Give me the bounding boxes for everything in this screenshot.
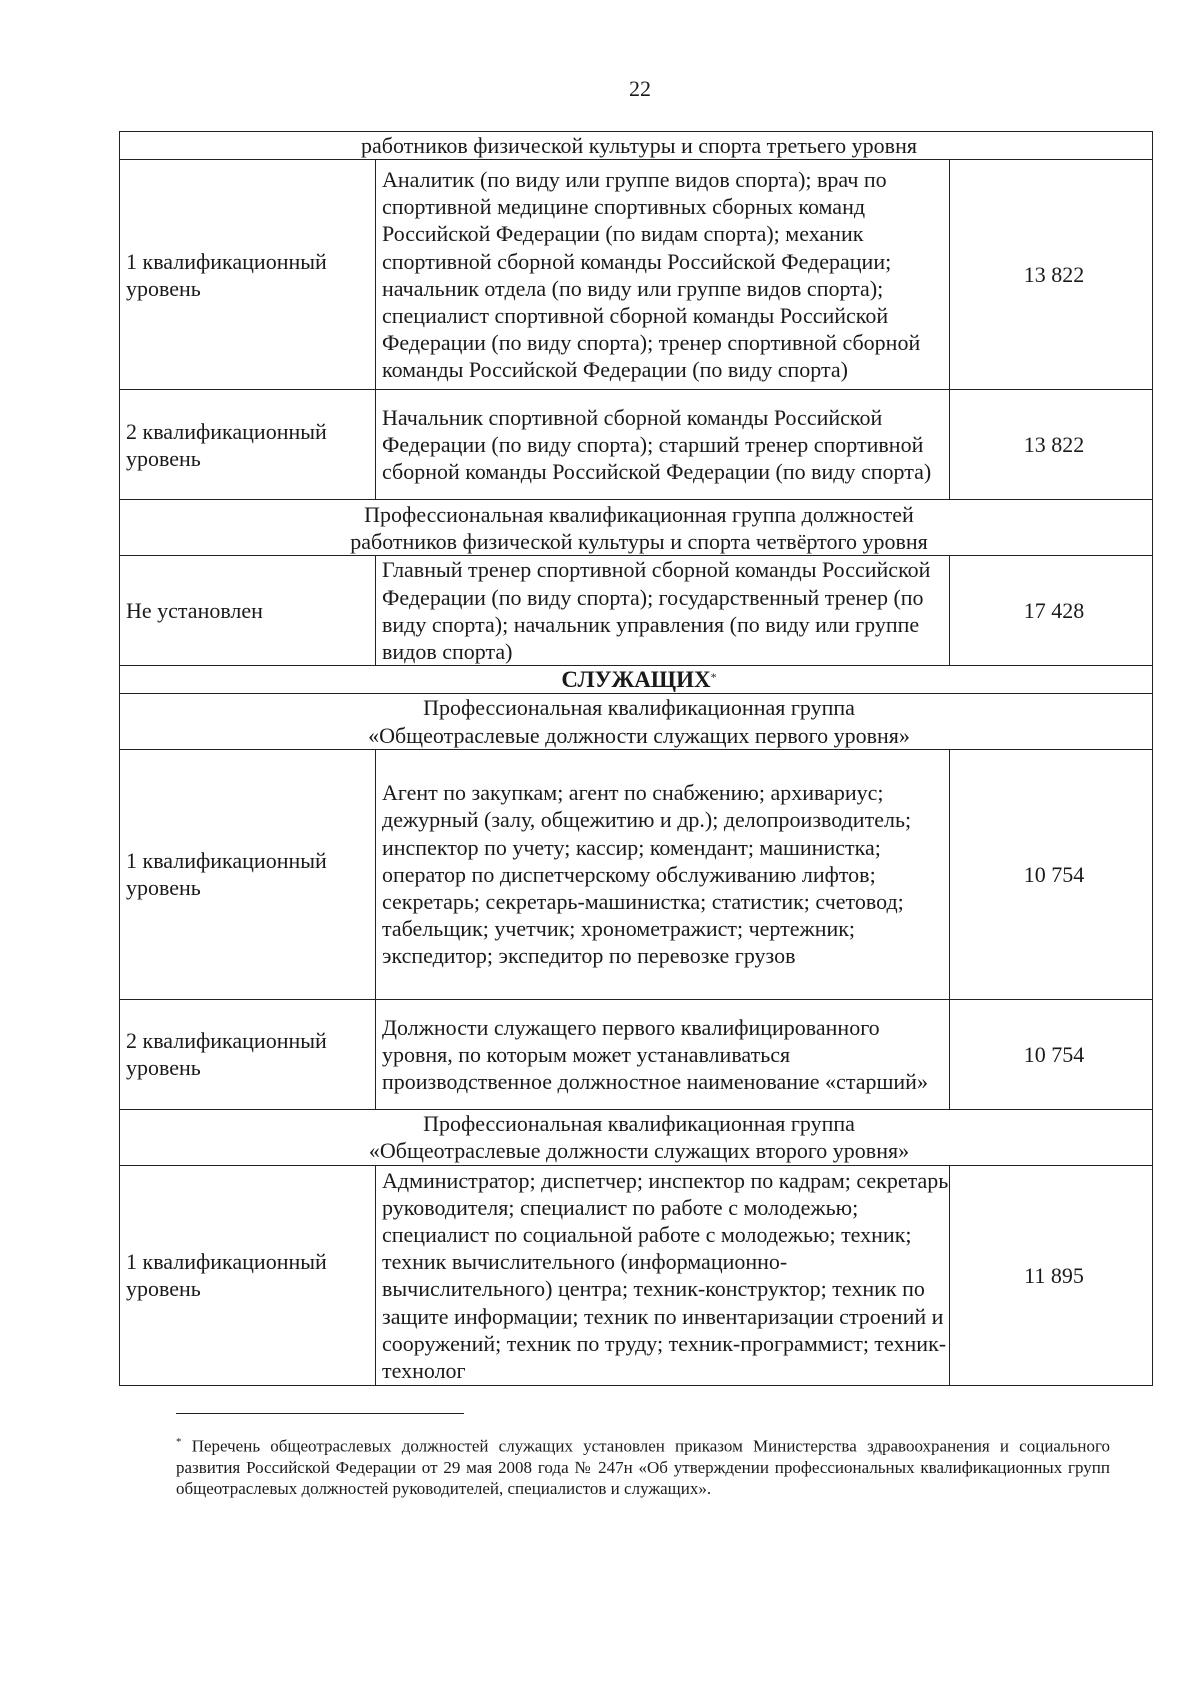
salary-cell: 10 754: [950, 749, 1153, 999]
level-cell: 1 квалификационный уровень: [120, 1165, 376, 1385]
section-header-row: [120, 666, 1153, 694]
level-cell: 2 квалификационный уровень: [120, 390, 376, 500]
table-row: [120, 390, 1153, 500]
positions-cell: Должности служащего первого квалифицированного уровня, по которым может устанавливаться производственное должностное наименование «старший»: [376, 999, 950, 1109]
salary-cell: 17 428: [950, 556, 1153, 666]
table-row: [120, 749, 1153, 999]
office1-title: [120, 694, 1153, 749]
office2-title-line1: Профессиональная квалификационная группа: [423, 1111, 855, 1137]
footnote-divider: [176, 1413, 464, 1414]
positions-cell: Главный тренер спортивной сборной команды Российской Федерации (по виду спорта); государственный тренер (по виду спорта); начальник управления (по виду или группе видов спорта): [376, 556, 950, 666]
footnote-marker: *: [710, 670, 717, 685]
group4-title-line2: работников физической культуры и спорта четвёртого уровня: [350, 528, 928, 554]
office2-title-line2: «Общеотраслевые должности служащих второго уровня»: [368, 1138, 910, 1164]
office1-title-line2: «Общеотраслевые должности служащих первого уровня»: [368, 722, 910, 748]
table-row: [120, 556, 1153, 666]
office2-title: [120, 1109, 1153, 1165]
salary-cell: 11 895: [950, 1165, 1153, 1385]
salary-cell: 13 822: [950, 160, 1153, 390]
table-row: [120, 160, 1153, 390]
positions-cell: Администратор; диспетчер; инспектор по кадрам; секретарь руководителя; специалист по работе с молодежью; специалист по социальной работе с молодежью; техник; техник вычислительного (информационно-вычислительного) центра; техник-конструктор; техник по защите информации; техник по инвентаризации строений и сооружений; техник по труду; техник-программист; техник-технолог: [376, 1165, 950, 1385]
table-row: [120, 999, 1153, 1109]
group-header-row: [120, 1109, 1153, 1165]
group3-title: работников физической культуры и спорта третьего уровня: [120, 132, 1153, 160]
section-title: [120, 666, 1153, 694]
group4-title-line1: Профессиональная квалификационная группа должностей: [364, 501, 914, 527]
salary-cell: 10 754: [950, 999, 1153, 1109]
group4-title: [120, 500, 1153, 556]
positions-cell: Агент по закупкам; агент по снабжению; архивариус; дежурный (залу, общежитию и др.); делопроизводитель; инспектор по учету; кассир; комендант; машинистка; оператор по диспетчерскому обслуживанию лифтов; секретарь; секретарь-машинистка; статистик; счетовод; табельщик; учетчик; хронометражист; чертежник; экспедитор; экспедитор по перевозке грузов: [376, 749, 950, 999]
page-number: 22: [629, 76, 651, 101]
section-title-text: СЛУЖАЩИХ: [561, 667, 711, 693]
group-header-row: [120, 132, 1153, 160]
positions-cell: Аналитик (по виду или группе видов спорта); врач по спортивной медицине спортивных сборных команд Российской Федерации (по видам спорта); механик спортивной сборной команды Российской Федерации; начальник отдела (по виду или группе видов спорта); специалист спортивной сборной команды Российской Федерации (по виду спорта); тренер спортивной сборной команды Российской Федерации (по виду спорта): [376, 160, 950, 390]
group-header-row: [120, 694, 1153, 749]
table-row: [120, 1165, 1153, 1385]
footnote-text: Перечень общеотраслевых должностей служащих установлен приказом Министерства здравоохранения и социального развития Российской Федерации от 29 мая 2008 года № 247н «Об утверждении профессиональных квалификационных групп общеотраслевых должностей руководителей, специалистов и служащих».: [176, 1436, 1111, 1499]
level-cell: 1 квалификационный уровень: [120, 160, 376, 390]
positions-cell: Начальник спортивной сборной команды Российской Федерации (по виду спорта); старший тренер спортивной сборной команды Российской Федерации (по виду спорта): [376, 390, 950, 500]
group-header-row: [120, 500, 1153, 556]
footnote: [176, 1432, 1110, 1499]
footnote-mark: *: [176, 1436, 182, 1448]
level-cell: 2 квалификационный уровень: [120, 999, 376, 1109]
office1-title-line1: Профессиональная квалификационная группа: [423, 695, 855, 721]
level-cell: 1 квалификационный уровень: [120, 749, 376, 999]
level-cell: Не установлен: [120, 556, 376, 666]
salary-table: [119, 131, 1153, 1386]
salary-cell: 13 822: [950, 390, 1153, 500]
